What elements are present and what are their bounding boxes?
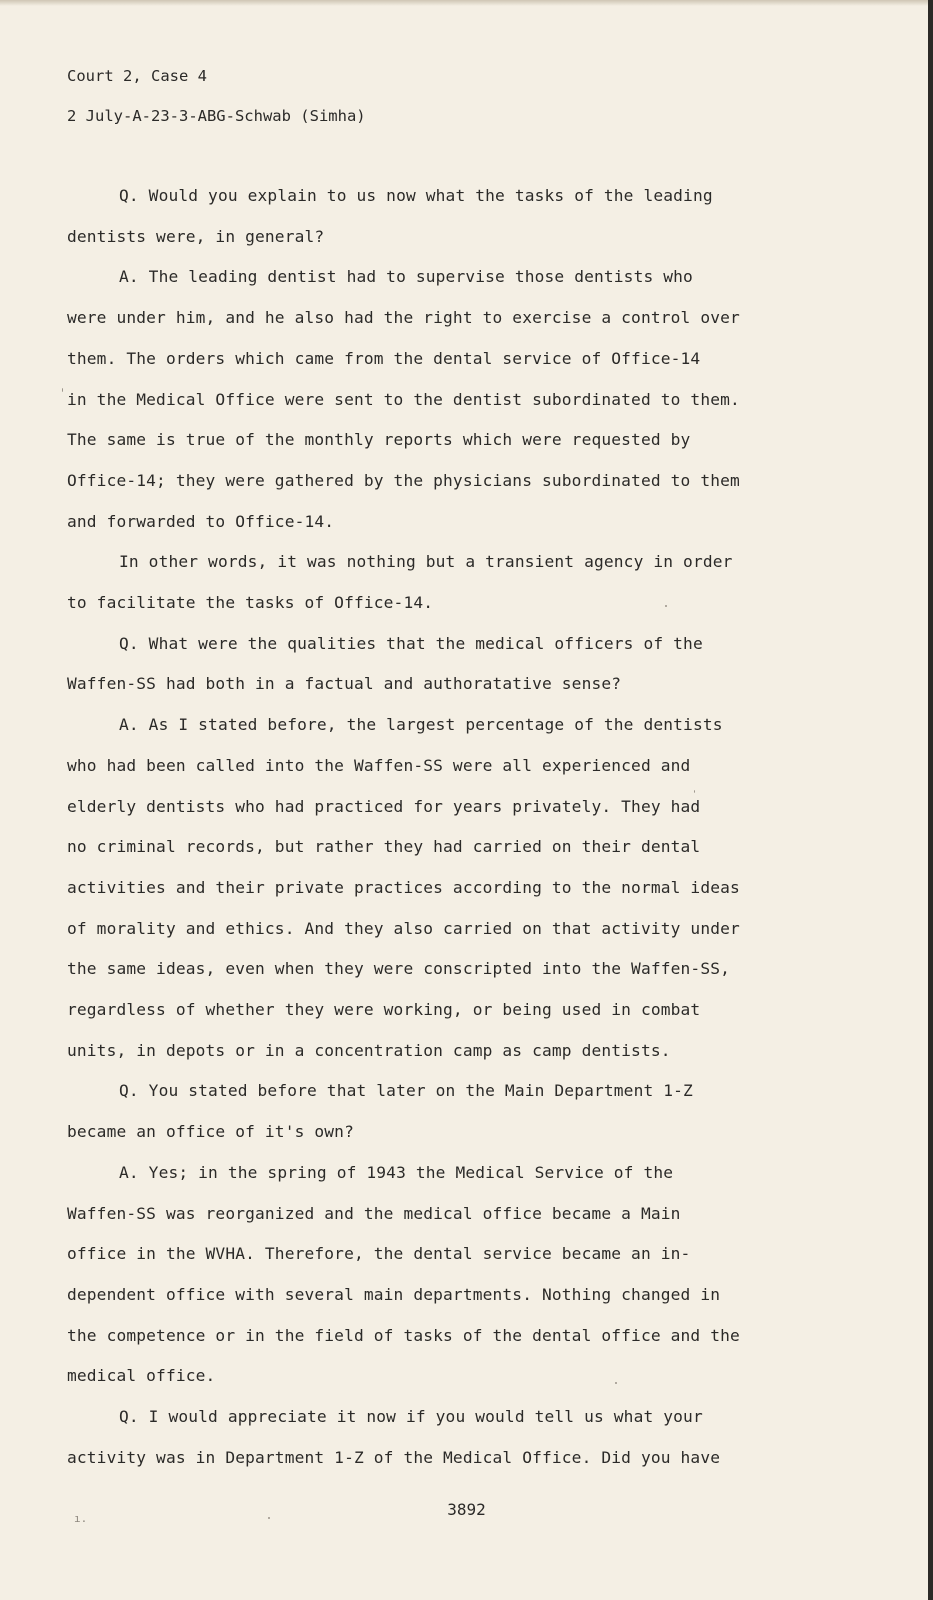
transcript-line: medical office. — [67, 1366, 216, 1386]
transcript-line: A. The leading dentist had to supervise those dentists who — [119, 267, 693, 287]
transcript-line: Office-14; they were gathered by the physicians subordinated to them — [67, 470, 740, 490]
transcript-line: activity was in Department 1-Z of the Medical Office. Did you have — [67, 1447, 721, 1467]
transcript-line: became an office of it's own? — [67, 1122, 354, 1142]
scan-speck — [665, 605, 667, 607]
transcript-line: them. The orders which came from the dental service of Office-14 — [67, 348, 701, 368]
transcript-line: the competence or in the field of tasks of the dental office and the — [67, 1325, 740, 1345]
transcript-line: and forwarded to Office-14. — [67, 511, 335, 531]
transcript-line: In other words, it was nothing but a transient agency in order — [119, 552, 733, 572]
transcript-line: Q. Would you explain to us now what the tasks of the leading — [119, 186, 713, 205]
scan-speck — [268, 1517, 270, 1519]
scan-mark: ı. — [74, 1512, 88, 1525]
transcript-line: Q. What were the qualities that the medical officers of the — [119, 633, 703, 653]
transcript-line: dentists were, in general? — [67, 226, 325, 246]
transcript-line: dependent office with several main departments. Nothing changed in — [67, 1284, 721, 1304]
scan-speck — [694, 790, 695, 793]
transcript-body — [67, 176, 857, 1479]
transcript-line: to facilitate the tasks of Office-14. — [67, 593, 434, 613]
transcript-line: no criminal records, but rather they had carried on their dental — [67, 837, 701, 857]
transcript-line: in the Medical Office were sent to the dentist subordinated to them. — [67, 389, 740, 409]
page-top-edge — [0, 0, 928, 6]
transcript-line: office in the WVHA. Therefore, the dental service became an in- — [67, 1244, 691, 1264]
transcript-line: elderly dentists who had practiced for years privately. They had — [67, 796, 701, 816]
transcript-line: of morality and ethics. And they also carried on that activity under — [67, 918, 740, 938]
transcript-line: The same is true of the monthly reports which were requested by — [67, 430, 691, 450]
transcript-line: activities and their private practices according to the normal ideas — [67, 877, 740, 897]
transcript-line: were under him, and he also had the right to exercise a control over — [67, 308, 740, 328]
transcript-line: the same ideas, even when they were conscripted into the Waffen-SS, — [67, 959, 731, 979]
case-header: Court 2, Case 4 — [67, 67, 207, 85]
session-header: 2 July-A-23-3-ABG-Schwab (Simha) — [67, 107, 366, 125]
transcript-line: A. As I stated before, the largest percentage of the dentists — [119, 715, 723, 735]
transcript-line: A. Yes; in the spring of 1943 the Medical Service of the — [119, 1162, 674, 1182]
transcript-line: Waffen-SS was reorganized and the medical office became a Main — [67, 1203, 681, 1223]
transcript-line: Q. You stated before that later on the Main Department 1-Z — [119, 1081, 693, 1101]
transcript-line: Q. I would appreciate it now if you would tell us what your — [119, 1407, 703, 1427]
transcript-line: regardless of whether they were working, or being used in combat — [67, 1000, 701, 1020]
transcript-line: who had been called into the Waffen-SS were all experienced and — [67, 755, 691, 775]
page-number: 3892 — [447, 1500, 486, 1519]
transcript-line: units, in depots or in a concentration camp as camp dentists. — [67, 1040, 671, 1060]
scan-speck — [62, 388, 63, 392]
transcript-line: Waffen-SS had both in a factual and authoratative sense? — [67, 674, 622, 694]
scan-speck — [615, 1382, 617, 1384]
